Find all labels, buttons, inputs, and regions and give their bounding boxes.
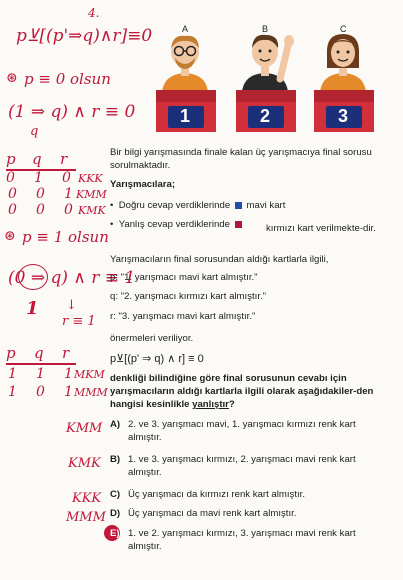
- hw-table-header-p: p: [6, 150, 16, 168]
- statement-p: p: "1. yarışmacı mavi kart almıştır.": [110, 272, 258, 283]
- podium-1-number: 1: [180, 106, 191, 126]
- hw-row-p: 0: [8, 186, 17, 202]
- rule-1: • Doğru cevap verdiklerinde mavi kart: [110, 200, 286, 211]
- option-e-text-cont: almıştır.: [128, 541, 162, 552]
- hw-table-header-q: q: [34, 344, 44, 362]
- hw-row-r: 0: [62, 170, 71, 186]
- hw-row-code: MMM: [74, 386, 108, 399]
- hw-row-p: 1: [8, 384, 17, 400]
- option-c-letter: C): [110, 489, 121, 500]
- option-b-text-cont: almıştır.: [128, 467, 162, 478]
- contestant-c-label: C: [340, 24, 347, 34]
- hw-option-code-a: KMM: [66, 421, 103, 436]
- equation: p⊻[(p' ⇒ q) ∧ r] ≡ 0: [110, 353, 204, 365]
- hw-case-b-sub-right: r ≡ 1: [62, 314, 96, 329]
- rule-1-prefix: Doğru cevap verdiklerinde: [118, 200, 231, 211]
- question-intro: Bir bilgi yarışmasında finale kalan üç yarışmacıya final sorusu sorulmaktadır.: [110, 147, 372, 171]
- podium-3-number: 3: [338, 106, 349, 126]
- hw-row-code: KMK: [78, 204, 106, 217]
- option-e-letter: E): [110, 528, 120, 539]
- hw-row-p: 1: [8, 366, 17, 382]
- hw-row-code: KKK: [78, 172, 103, 185]
- hw-case-b-expr: (0 ⇒ q) ∧ r ≡ 1: [8, 268, 136, 288]
- hw-table-header-r: r: [60, 150, 68, 168]
- statement-intro: Yarışmacıların final sorusundan aldığı kartlarla ilgili,: [110, 254, 329, 265]
- option-d-text: Üç yarışmacı da mavi renk kart almıştır.: [128, 508, 297, 519]
- hw-table-header-p: p: [6, 344, 16, 362]
- hw-row-r: 0: [64, 202, 73, 218]
- statement-r: r: "3. yarışmacı mavi kart almıştır.": [110, 311, 256, 322]
- hw-case-b-arrow: ↓: [66, 298, 77, 313]
- hw-row-r: 1: [64, 384, 73, 400]
- hw-row-code: KMM: [76, 188, 107, 201]
- hw-row-r: 1: [64, 366, 73, 382]
- contestants-illustration: [148, 24, 388, 140]
- question-ask-text: denkliği bilindiğine göre final sorusunun cevabı için yarışmacıların aldığı kartlarla ilgili olarak aşağıdakiler-den hangisi kesinlikle: [110, 373, 374, 410]
- hw-case-b-circle: [18, 264, 48, 290]
- contestant-a-label: A: [182, 24, 189, 34]
- hw-row-p: 0: [8, 202, 17, 218]
- option-e-text: 1. ve 2. yarışmacı kırmızı, 3. yarışmacı mavi renk kart: [128, 528, 356, 539]
- statement-q: q: "2. yarışmacı kırmızı kart almıştır.": [110, 291, 267, 302]
- red-card-icon: [235, 221, 242, 228]
- option-c-text: Üç yarışmacı da kırmızı renk kart almıştır.: [128, 489, 305, 500]
- hw-case-a-marker: ⊛: [6, 70, 18, 86]
- option-a-text: 2. ve 3. yarışmacı mavi, 1. yarışmacı kırmızı renk kart: [128, 419, 356, 430]
- contestant-c-figure: [320, 34, 366, 92]
- podium-2-number: 2: [260, 106, 271, 126]
- hw-row-q: 0: [36, 186, 45, 202]
- statement-outro: önermeleri veriliyor.: [110, 333, 194, 344]
- hw-row-q: 0: [36, 384, 45, 400]
- hw-row-code: MKM: [74, 368, 105, 381]
- question-ask-end: ?: [228, 399, 235, 410]
- hw-top-expression: p⊻[(p'⇒q)∧r]≡0: [16, 26, 153, 46]
- contestant-a-figure: [162, 36, 208, 92]
- hw-option-code-b: KMK: [68, 456, 101, 471]
- hw-row-r: 1: [64, 186, 73, 202]
- option-a-text-cont: almıştır.: [128, 432, 162, 443]
- option-d-letter: D): [110, 508, 121, 519]
- hw-case-a-expr: (1 ⇒ q) ∧ r ≡ 0: [8, 102, 136, 122]
- question-ask-emph: yanlıştır: [192, 399, 229, 410]
- hw-case-b-marker: ⊛: [4, 228, 16, 244]
- rule-2: • Yanlış cevap verdiklerinde: [110, 219, 244, 230]
- hw-table-rule: [6, 363, 76, 365]
- hw-case-a-sub: q: [30, 124, 39, 139]
- rules-title: Yarışmacılara;: [110, 179, 176, 190]
- hw-row-q: 1: [34, 170, 43, 186]
- hw-row-p: 0: [6, 170, 15, 186]
- hw-option-code-d: MMM: [66, 510, 106, 525]
- hw-problem-number: 4.: [88, 6, 100, 20]
- hw-table-header-r: r: [62, 344, 70, 362]
- option-b-text: 1. ve 3. yarışmacı kırmızı, 2. yarışmacı mavi renk kart: [128, 454, 356, 465]
- question-ask: [110, 372, 396, 411]
- option-a-letter: A): [110, 419, 121, 430]
- hw-table-header-q: q: [32, 150, 42, 168]
- contestant-b-label: B: [262, 24, 269, 34]
- hw-row-q: 0: [36, 202, 45, 218]
- rule-1-suffix: mavi kart: [246, 200, 286, 211]
- blue-card-icon: [235, 202, 242, 209]
- rule-2-suffix: kırmızı kart verilmekte-dir.: [266, 223, 376, 234]
- hw-row-q: 1: [36, 366, 45, 382]
- hw-option-code-c: KKK: [72, 491, 102, 506]
- option-b-letter: B): [110, 454, 121, 465]
- hw-case-a-title: p ≡ 0 olsun: [24, 70, 111, 88]
- contestant-b-figure: [242, 35, 294, 92]
- rule-2-prefix: Yanlış cevap verdiklerinde: [118, 219, 230, 230]
- hw-case-b-title: p ≡ 1 olsun: [22, 228, 109, 246]
- hw-case-b-sub-left: 1: [26, 298, 39, 319]
